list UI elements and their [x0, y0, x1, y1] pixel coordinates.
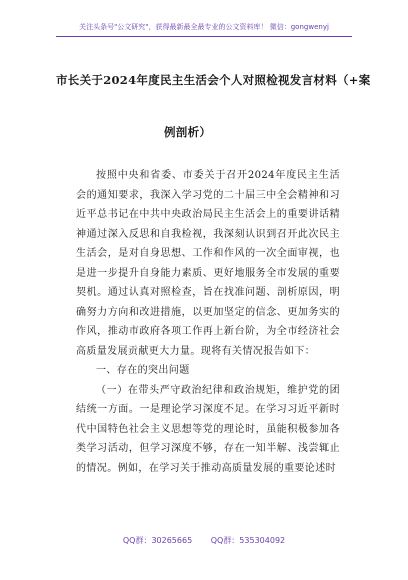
footer-qq-group-2: QQ群：535304092 — [210, 536, 286, 545]
body-paragraph-political: （一）在带头严守政治纪律和政治规矩，维护党的团结统一方面。一是理论学习深度不足。在学习习近平新时代中国特色社会主义思想等党的理论时，虽能积极参加各类学习活动，但学习深度不够，存在一知半解、浅尝辄止的情况。例如，在学习关于推动高质量发展的重要论述时 — [76, 384, 340, 474]
section-heading-problems: 一、存在的突出问题 — [96, 365, 190, 376]
body-paragraph-intro: 按照中央和省委、市委关于召开2024年度民主生活会的通知要求，我深入学习党的二十届三中全会精神和习近平总书记在中共中央政治局民主生活会上的重要讲话精神通过深入反思和自我检视，我深刻认识到召开此次民主生活会，是对自身思想、工作和作风的一次全面审视，也是进一步提升自身能力素质、更好地服务全市发展的重要契机。通过认真对照检查，旨在找准问题、剖析原因，明确努力方向和改进措施，以更加坚定的信念、更加务实的作风，推动市政府各项工作再上新台阶，为全市经济社会高质量发展贡献更大力量。现将有关情况报告如下： — [76, 170, 340, 357]
document-title-line-2: 例剖析） — [164, 125, 212, 139]
document-body — [76, 166, 340, 478]
header-divider — [56, 36, 352, 37]
footer-qq-group-1: QQ群：30265665 — [122, 536, 193, 545]
footer-contacts — [0, 535, 408, 546]
header-promo-note: 关注头条号"公文研究"，获得最新最全最专业的公文资料库！ 微信：gongwenyj — [79, 23, 329, 31]
document-title-line-1: 市长关于2024年度民主生活会个人对照检视发言材料（+案 — [56, 73, 371, 87]
